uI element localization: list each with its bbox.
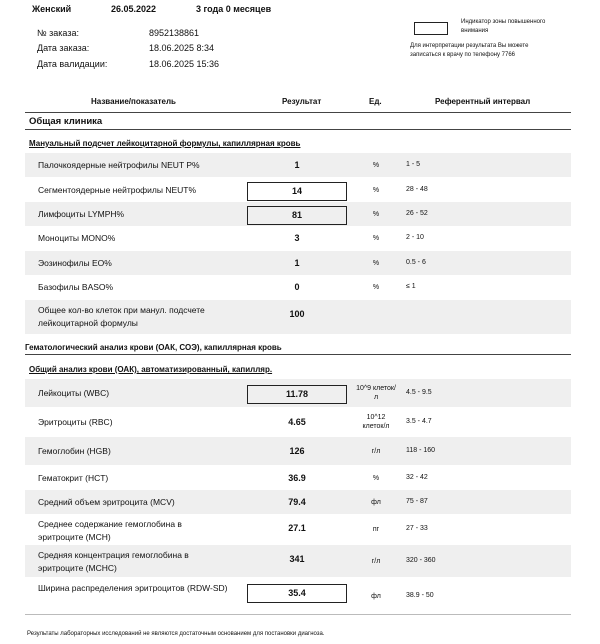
- row-result: 4.65: [288, 416, 306, 427]
- table-row: [25, 408, 571, 436]
- row-result: 126: [289, 445, 305, 456]
- row-name: Моноциты MONO%: [38, 233, 116, 243]
- table-row: [25, 578, 571, 614]
- row-reference: 75 - 87: [406, 497, 428, 505]
- table-row: [25, 545, 571, 577]
- table-row: [25, 275, 571, 299]
- subsection-manual-title: Мануальный подсчет лейкоцитарной формулы, капиллярная кровь: [29, 139, 301, 148]
- patient-birth-date: 26.05.2022: [111, 4, 157, 14]
- row-reference: 2 - 10: [406, 233, 424, 241]
- row-reference: ≤ 1: [406, 282, 416, 290]
- row-reference: 4.5 - 9.5: [406, 388, 432, 396]
- row-unit: %: [372, 161, 380, 169]
- table-row: [25, 466, 571, 490]
- row-reference: 32 - 42: [406, 473, 428, 481]
- table-row: [25, 379, 571, 407]
- row-reference: 38.9 - 50: [406, 591, 434, 599]
- table-row: [25, 178, 571, 202]
- row-name: Лимфоциты LYMPH%: [38, 209, 125, 219]
- row-name: Гематокрит (HCT): [38, 473, 109, 483]
- row-unit: %: [372, 259, 380, 267]
- row-result: 1: [294, 159, 300, 170]
- table-row: [25, 153, 571, 177]
- header-reference: Референтный интервал: [435, 97, 531, 106]
- row-reference: 28 - 48: [406, 185, 428, 193]
- header-unit: Ед.: [369, 97, 382, 106]
- row-result: 79.4: [288, 496, 306, 507]
- footer-note: Результаты лабораторных исследований не являются достаточным основанием для постановки диагноза.: [27, 631, 325, 637]
- row-unit: фл: [371, 498, 381, 506]
- row-unit: %: [372, 210, 380, 218]
- row-name: Лейкоциты (WBC): [38, 388, 110, 398]
- row-name: Палочкоядерные нейтрофилы NEUT P%: [38, 160, 200, 170]
- row-result: 3: [294, 232, 300, 243]
- row-unit: г/л: [371, 557, 381, 565]
- row-name: Среднее содержание гемоглобина в эритроците (MCH): [38, 519, 182, 542]
- row-reference: 26 - 52: [406, 209, 428, 217]
- header-name: Название/показатель: [91, 97, 176, 106]
- hematology-divider: [25, 354, 571, 355]
- row-result: 341: [289, 554, 305, 564]
- row-reference: 320 - 360: [406, 556, 436, 564]
- row-result: 1: [294, 257, 300, 268]
- row-name: Сегментоядерные нейтрофилы NEUT%: [38, 185, 197, 195]
- patient-sex: Женский: [32, 4, 72, 14]
- row-name: Общее кол-во клеток при манул. подсчете лейкоцитарной формулы: [38, 305, 205, 328]
- row-result-flagged: 14: [247, 182, 347, 201]
- row-unit: %: [372, 474, 380, 482]
- row-name: Эритроциты (RBC): [38, 417, 113, 427]
- table-row: [25, 300, 571, 334]
- interpretation-text: Для интерпретации результата Вы можете записаться к врачу по телефону 7766: [410, 43, 529, 58]
- header-divider: [25, 112, 571, 113]
- table-row: [25, 226, 571, 250]
- footer-divider: [25, 614, 571, 615]
- order-date-label: Дата заказа:: [37, 43, 90, 53]
- table-row: [25, 202, 571, 226]
- validation-date-label: Дата валидации:: [37, 59, 108, 69]
- row-unit: 10^12 клеток/л: [362, 414, 390, 430]
- row-result: 0: [294, 281, 300, 292]
- row-result-flagged: 81: [247, 206, 347, 225]
- row-unit: %: [372, 283, 380, 291]
- subsection-oak-title: Общий анализ крови (ОАК), автоматизированный, капилляр.: [29, 365, 273, 374]
- row-unit: фл: [371, 592, 381, 600]
- row-name: Ширина распределения эритроцитов (RDW-SD): [38, 583, 228, 593]
- patient-age: 3 года 0 месяцев: [196, 4, 272, 14]
- row-name: Средний объем эритроцита (MCV): [38, 497, 175, 507]
- row-result-flagged: 11.78: [247, 385, 347, 404]
- row-reference: 3.5 - 4.7: [406, 417, 432, 425]
- row-unit: %: [372, 186, 380, 194]
- table-row: [25, 490, 571, 514]
- row-result: 36.9: [288, 472, 306, 483]
- indicator-box-sample: [414, 22, 448, 35]
- order-date: 18.06.2025 8:34: [149, 43, 215, 53]
- row-name: Базофилы BASO%: [38, 282, 114, 292]
- table-row: [25, 251, 571, 275]
- indicator-text: Индикатор зоны повышенного внимания: [461, 19, 546, 34]
- table-row: [25, 514, 571, 544]
- row-name: Гемоглобин (HGB): [38, 446, 111, 456]
- header-result: Результат: [282, 97, 322, 106]
- row-unit: пг: [372, 525, 380, 533]
- row-reference: 27 - 33: [406, 524, 428, 532]
- order-number-label: № заказа:: [37, 28, 79, 38]
- row-result: 100: [289, 309, 305, 319]
- row-reference: 1 - 5: [406, 160, 421, 168]
- validation-date: 18.06.2025 15:36: [149, 59, 220, 69]
- row-unit: %: [372, 234, 380, 242]
- section-hematology-title: Гематологический анализ крови (ОАК, СОЭ), капиллярная кровь: [25, 343, 282, 352]
- row-unit: 10^9 клеток/л: [356, 385, 396, 401]
- section-divider: [25, 129, 571, 130]
- row-result: 27.1: [288, 523, 306, 533]
- section-general-title: Общая клиника: [29, 116, 103, 127]
- row-reference: 0.5 - 6: [406, 258, 426, 266]
- row-unit: г/л: [371, 447, 381, 455]
- table-row: [25, 437, 571, 465]
- row-reference: 118 - 160: [406, 446, 436, 454]
- row-result-flagged: 35.4: [247, 584, 347, 603]
- order-number: 8952138861: [149, 28, 200, 38]
- row-name: Эозинофилы EO%: [38, 258, 112, 268]
- row-name: Средняя концентрация гемоглобина в эритроците (MCHC): [38, 550, 189, 573]
